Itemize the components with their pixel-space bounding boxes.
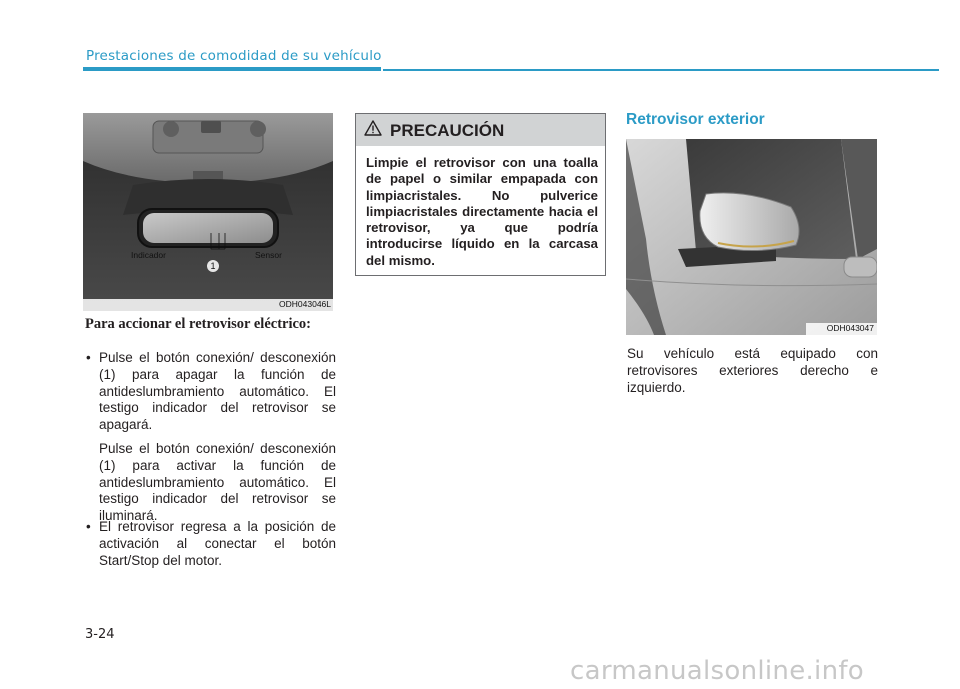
- bullet-dot-icon: •: [86, 519, 91, 534]
- photo-code-right: ODH043047: [826, 323, 874, 333]
- exterior-mirror-illustration: [626, 139, 877, 335]
- callout-number-1: 1: [207, 260, 219, 272]
- header-rule: [383, 69, 939, 71]
- bullet-paragraph: El retrovisor regresa a la posición de activación al conectar el botón Start/Stop del motor.: [99, 519, 336, 568]
- caution-title: PRECAUCIÓN: [390, 121, 505, 140]
- caution-text: Limpie el retrovisor con una toalla de papel o similar empapada con limpiacristales. No pulverice limpiacristales directamente hacia el retrovisor, ya que podría introducirse líquido en la carcasa del mismo.: [366, 155, 598, 268]
- indicator-label: Indicador: [131, 250, 166, 260]
- header-accent-bar: [83, 67, 381, 71]
- bullet-paragraph: Pulse el botón conexión/ desconexión (1) para apagar la función de antideslumbramiento automático. El testigo indicador del retrovisor se apagará.: [99, 350, 336, 433]
- bullet-dot-icon: •: [86, 350, 91, 365]
- watermark: carmanualsonline.info: [570, 656, 865, 686]
- bullet-item: [86, 519, 336, 569]
- warning-triangle-icon: [364, 120, 382, 136]
- rearview-mirror-illustration: [83, 113, 333, 311]
- mirror-operation-subheading: Para accionar el retrovisor eléctrico:: [85, 316, 311, 332]
- bullet-item: [86, 350, 336, 525]
- rearview-mirror-photo: [83, 113, 333, 311]
- exterior-mirror-photo: [626, 139, 877, 335]
- section-header-title: Prestaciones de comodidad de su vehículo: [86, 48, 382, 64]
- bullet-paragraph: Pulse el botón conexión/ desconexión (1) para activar la función de antideslumbramiento automático. El testigo indicador del retrovisor se iluminará.: [99, 440, 336, 524]
- exterior-mirror-description: Su vehículo está equipado con retrovisores exteriores derecho e izquierdo.: [627, 346, 878, 395]
- exterior-mirror-title: Retrovisor exterior: [626, 111, 765, 128]
- sensor-label: Sensor: [255, 250, 282, 260]
- page-number: 3-24: [85, 627, 115, 642]
- photo-code-left: ODH043046L: [279, 299, 331, 309]
